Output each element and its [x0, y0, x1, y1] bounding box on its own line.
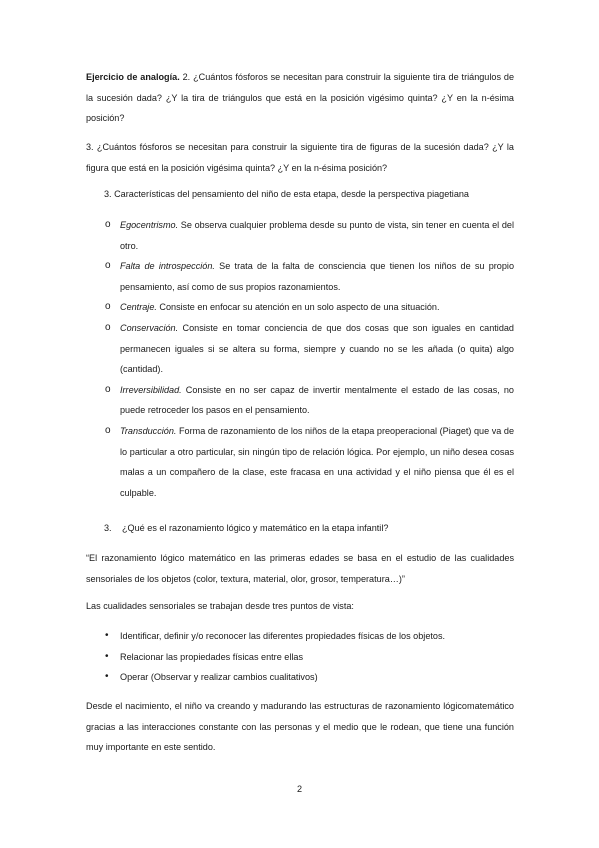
circle-bullet-icon: o [105, 383, 111, 395]
circle-bullet-icon: o [105, 321, 111, 333]
piaget-characteristics-list [86, 215, 514, 503]
item-term: Transducción. [120, 425, 177, 436]
exercise-label: Ejercicio de analogía. [86, 72, 180, 82]
exercise-paragraph [86, 67, 514, 129]
question-3-paragraph: 3. ¿Cuántos fósforos se necesitan para construir la siguiente tira de figuras de la sucesión dada? ¿Y la figura que está en la posición vigésima quinta? ¿Y en la n-ésima posición? [86, 142, 514, 173]
list-item [86, 380, 514, 421]
sensory-intro: Las cualidades sensoriales se trabajan desde tres puntos de vista: [86, 601, 354, 611]
item-term: Irreversibilidad. [120, 384, 182, 395]
item-text: Identificar, definir y/o reconocer las diferentes propiedades físicas de los objetos. [120, 631, 446, 641]
bullet-icon: • [105, 650, 109, 662]
item-text: Consiste en enfocar su atención en un solo aspecto de una situación. [156, 302, 440, 313]
section-3-heading: 3. Características del pensamiento del niño de esta etapa, desde la perspectiva piagetiana [104, 189, 469, 199]
list-item [86, 215, 514, 256]
section-3b-number: 3. [104, 523, 112, 533]
section-3b-heading: ¿Qué es el razonamiento lógico y matemático en la etapa infantil? [122, 523, 389, 533]
circle-bullet-icon: o [105, 424, 111, 436]
item-text: Forma de razonamiento de los niños de la etapa preoperacional (Piaget) que va de lo particular a otro particular, sin ningún tipo de relación lógica. Por ejemplo, un niño desea cosas malas a un compañero de la clase, este fracasa en una actividad y el niño piensa que él es el culpable. [120, 425, 514, 498]
exercise-text: 2. ¿Cuántos fósforos se necesitan para construir la siguiente tira de triángulos de la sucesión dada? ¿Y la tira de triángulos que está en la posición vigésimo quinta? ¿Y en la n-ésima posición? [86, 72, 514, 124]
item-text: Operar (Observar y realizar cambios cualitativos) [120, 672, 318, 683]
list-item [86, 256, 514, 297]
bullet-icon: • [105, 671, 109, 683]
quote-paragraph: “El razonamiento lógico matemático en las primeras edades se basa en el estudio de las cualidades sensoriales de los objetos (color, textura, material, olor, grosor, temperatura…)” [86, 553, 514, 584]
item-term: Centraje. [120, 302, 157, 313]
item-text: Se observa cualquier problema desde su punto de vista, sin tener en cuenta el del otro. [120, 220, 514, 251]
item-text: Consiste en tomar conciencia de que dos cosas que son iguales en cantidad permanecen iguales si se altera su forma, siempre y cuando no se les añada (o quita) algo (cantidad). [120, 322, 514, 375]
item-term: Egocentrismo. [120, 220, 179, 230]
list-item [86, 297, 514, 318]
item-term: Conservación. [120, 322, 179, 333]
circle-bullet-icon: o [105, 301, 111, 313]
closing-paragraph: Desde el nacimiento, el niño va creando y madurando las estructuras de razonamiento lógicomatemático gracias a las interacciones constante con las personas y el medio que le rodean, que tiene una función muy importante en este sentido. [86, 701, 514, 753]
bullet-icon: • [105, 630, 109, 641]
item-text: Relacionar las propiedades físicas entre ellas [120, 651, 303, 662]
item-term: Falta de introspección. [120, 261, 215, 272]
list-item [86, 421, 514, 503]
item-text: Consiste en no ser capaz de invertir mentalmente el estado de las cosas, no puede retroceder los pasos en el pensamiento. [120, 384, 514, 416]
list-item [86, 318, 514, 380]
page-number: 2 [296, 784, 303, 794]
list-item [86, 626, 514, 647]
sensory-qualities-list [86, 626, 514, 688]
list-item [86, 647, 514, 668]
circle-bullet-icon: o [105, 260, 111, 272]
item-text: Se trata de la falta de consciencia que tienen los niños de su propio pensamiento, así como de sus propios razonamientos. [120, 261, 515, 292]
circle-bullet-icon: o [105, 219, 111, 230]
list-item [86, 667, 514, 688]
